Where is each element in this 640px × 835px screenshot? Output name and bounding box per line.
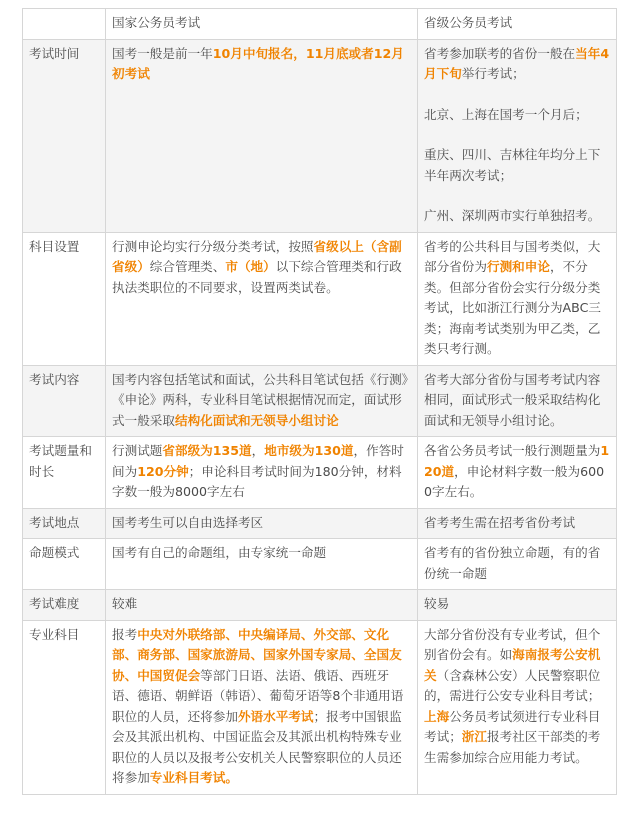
highlight-text: 120分钟 [137, 463, 189, 479]
cell-text: 报考社区干部类的考生需参加综合应用能力考试。 [424, 729, 601, 765]
cell-paragraph [424, 543, 611, 584]
cell-paragraph [424, 513, 611, 534]
table-row [23, 590, 617, 621]
cell-paragraph [424, 44, 611, 85]
cell-paragraph [112, 625, 412, 789]
cell-text: ，申论材料字数一般为6000字左右。 [424, 463, 605, 499]
row-label-subjects: 科目设置 [23, 232, 106, 365]
cell-paragraph [112, 370, 412, 432]
highlight-text: 上海 [424, 708, 450, 724]
cell-paragraph [112, 441, 412, 503]
table-row [23, 508, 617, 539]
provincial-cell [418, 437, 617, 509]
cell-paragraph [424, 441, 611, 503]
national-cell [106, 508, 418, 539]
cell-text: 报考 [112, 626, 138, 642]
cell-paragraph [424, 237, 611, 360]
cell-text: 国考一般是前一年 [112, 45, 213, 61]
national-cell [106, 437, 418, 509]
cell-text: 北京、上海在国考一个月后； [424, 106, 588, 122]
cell-text: 国考有自己的命题组，由专家统一命题 [112, 545, 327, 560]
highlight-text: 中央对外联络部、中央编译局、外交部、文化部、商务部、国家旅游局、国家外国专家局、全国友协、中国贸促会 [112, 626, 402, 683]
cell-text: ，作答时间为 [112, 443, 404, 479]
table-row [23, 437, 617, 509]
cell-text: 省考参加联考的省份一般在 [424, 45, 576, 61]
cell-text: 行测试题 [112, 443, 163, 458]
highlight-text: 专业科目考试。 [149, 770, 238, 785]
cell-text: 省考考生需在招考省份考试 [424, 514, 576, 530]
highlight-text: 行测和申论 [486, 259, 550, 274]
provincial-cell [418, 508, 617, 539]
provincial-cell [418, 620, 617, 794]
provincial-cell [418, 590, 617, 621]
cell-text: 各省公务员考试一般行测题量为 [424, 443, 601, 458]
highlight-text: 120道 [424, 443, 610, 479]
national-cell [106, 39, 418, 232]
provincial-cell [418, 539, 617, 590]
highlight-text: 浙江 [461, 729, 487, 744]
table-row [23, 232, 617, 365]
row-label-volume-duration: 考试题量和时长 [23, 437, 106, 509]
cell-text: 较难 [112, 596, 138, 611]
highlight-text: 省部级为135道 [162, 443, 252, 458]
table-row [23, 539, 617, 590]
row-label-professional-subjects: 专业科目 [23, 620, 106, 794]
highlight-text: 10月中旬报名，11月底或者12月初考试 [112, 45, 404, 81]
cell-text: ， [251, 443, 265, 458]
cell-paragraph [112, 237, 412, 299]
table-row [23, 620, 617, 794]
comparison-table [22, 8, 617, 795]
cell-text: 大部分省份没有专业考试，但个别省份会有。如 [424, 626, 601, 662]
provincial-cell [418, 39, 617, 232]
national-cell [106, 539, 418, 590]
cell-text: 综合管理类、 [149, 259, 226, 274]
cell-text: 等部门日语、法语、俄语、西班牙语、德语、朝鲜语（韩语）、葡萄牙语等8个非通用语职位的人员，还将参加 [112, 667, 404, 724]
national-cell [106, 232, 418, 365]
cell-text: 省考大部分省份与国考考试内容相同，面试形式一般采取结构化面试和无领导小组讨论。 [424, 371, 601, 428]
row-label-difficulty: 考试难度 [23, 590, 106, 621]
row-label-content: 考试内容 [23, 365, 106, 437]
cell-paragraph [424, 594, 611, 615]
cell-text: 国考考生可以自由选择考区 [112, 514, 264, 530]
national-cell [106, 590, 418, 621]
cell-text: ；申论科目考试时间为180分钟，材料字数一般为8000字左右 [112, 463, 402, 499]
cell-text: 以下综合管理类和行政执法类职位的不同要求，设置两类试卷。 [112, 259, 402, 295]
header-row [23, 9, 617, 40]
cell-text: 行测申论均实行分级分类考试，按照 [112, 238, 314, 254]
highlight-text: 外语水平考试 [237, 708, 314, 724]
national-cell [106, 365, 418, 437]
highlight-text: 地市级为130道 [264, 443, 354, 458]
highlight-text: 市（地） [225, 259, 276, 274]
cell-paragraph [112, 594, 412, 615]
header-cell-provincial: 省级公务员考试 [418, 9, 617, 40]
highlight-text: 海南报考公安机关 [424, 647, 601, 683]
provincial-cell [418, 232, 617, 365]
cell-text: ；报考中国银监会及其派出机构、中国证监会及其派出机构特殊专业职位的人员以及报考公安机关人民警察职位的人员还将参加 [112, 708, 402, 785]
cell-text: 举行考试； [461, 66, 525, 81]
cell-text: 重庆、四川、吉林往年均分上下半年两次考试； [424, 147, 601, 183]
header-cell-empty [23, 9, 106, 40]
cell-paragraph [112, 543, 412, 564]
cell-paragraph [424, 370, 611, 432]
table-row [23, 39, 617, 232]
national-cell [106, 620, 418, 794]
header-cell-national: 国家公务员考试 [106, 9, 418, 40]
highlight-text: 当年4月下旬 [424, 45, 610, 81]
cell-paragraph [112, 44, 412, 85]
cell-text: 省考有的省份独立命题，有的省份统一命题 [424, 545, 601, 581]
row-label-question-setting: 命题模式 [23, 539, 106, 590]
cell-paragraph [424, 145, 611, 186]
cell-text: 省考的公共科目与国考类似，大部分省份为 [424, 238, 601, 274]
cell-text: 国考内容包括笔试和面试，公共科目笔试包括《行测》《申论》两科，专业科目笔试根据情况而定，面试形式一般采取 [112, 371, 408, 428]
cell-text: 公务员考试须进行专业科目考试； [424, 708, 601, 744]
cell-paragraph [424, 625, 611, 769]
cell-paragraph [424, 206, 611, 227]
provincial-cell [418, 365, 617, 437]
cell-text: 较易 [424, 596, 450, 611]
table-row [23, 365, 617, 437]
highlight-text: 省级以上（含副省级） [112, 238, 402, 274]
cell-paragraph [424, 105, 611, 126]
row-label-location: 考试地点 [23, 508, 106, 539]
row-label-exam-time: 考试时间 [23, 39, 106, 232]
cell-text: 广州、深圳两市实行单独招考。 [424, 208, 601, 223]
highlight-text: 结构化面试和无领导小组讨论 [174, 412, 339, 428]
cell-paragraph [112, 513, 412, 534]
cell-text: ，不分类。但部分省份会实行分级分类考试，比如浙江行测分为ABC三类；海南考试类别为甲乙类，乙类只考行测。 [424, 259, 601, 356]
cell-text: （含森林公安）人民警察职位的，需进行公安专业科目考试； [424, 667, 601, 703]
